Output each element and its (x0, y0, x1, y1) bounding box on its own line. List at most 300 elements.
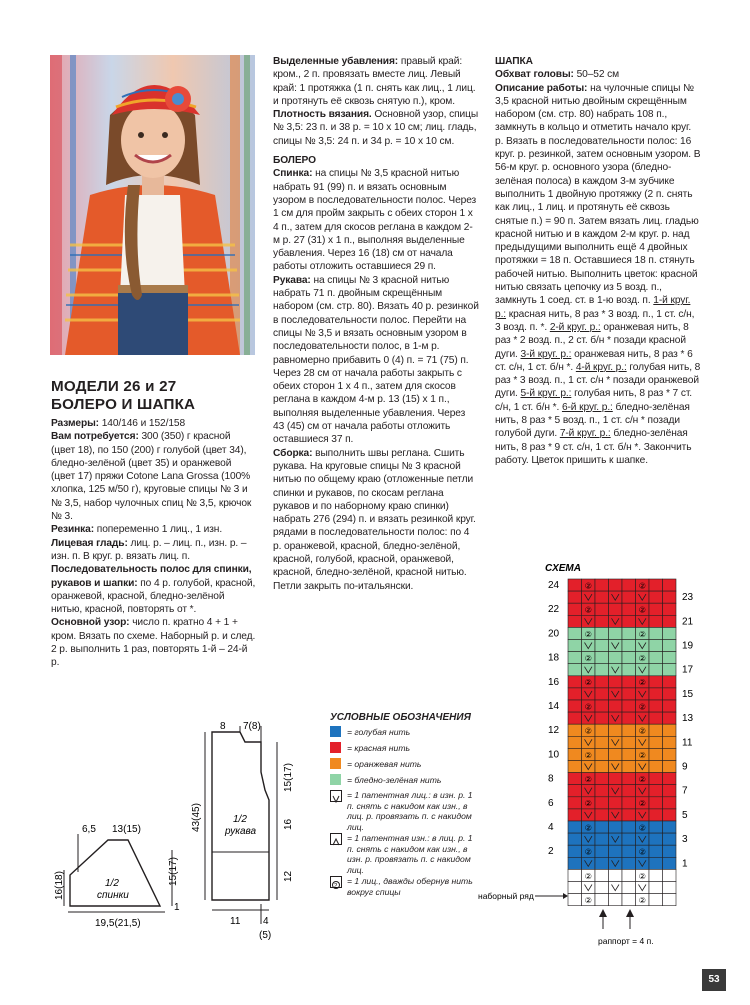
chart-row-number-left: 22 (548, 604, 560, 616)
chart-cell (622, 736, 636, 748)
chart-cell (582, 809, 596, 821)
repeat-left-arrow (599, 909, 607, 917)
legend-symbol-purl: = 1 патентная изн.: в лиц. р. 1 п. снять с накидом как изн., в изн. р. провязать п. с накидом лиц. (347, 833, 473, 875)
round7-label: 7-й круг. р.: (559, 428, 611, 440)
chart-cell (568, 797, 582, 809)
chart-cell (649, 603, 663, 615)
chart-cell (595, 652, 609, 664)
chart-cell (582, 736, 596, 748)
double-wrap-mark: ② (638, 847, 646, 857)
chart-cell (609, 785, 623, 797)
round6-label: 6-й круг. р.: (561, 401, 613, 413)
chart-cell (568, 664, 582, 676)
column-1 (51, 417, 257, 670)
chart-cell (622, 676, 636, 688)
chart-cell (649, 821, 663, 833)
knitting-chart (475, 555, 700, 955)
chart-cell (595, 773, 609, 785)
chart-cell (622, 785, 636, 797)
sleeve-dim-15-17: 15(17) (283, 763, 294, 792)
chart-cell (595, 579, 609, 591)
hat-heading: ШАПКА (495, 56, 533, 67)
chart-cell (636, 591, 650, 603)
chart-cell (622, 615, 636, 627)
chart-cell (663, 652, 677, 664)
double-wrap-mark: ② (584, 799, 592, 809)
chart-cell (568, 640, 582, 652)
back-dim-15-17: 15(17) (168, 857, 179, 886)
chart-cell (663, 761, 677, 773)
chart-cell (636, 785, 650, 797)
chart-cell (649, 676, 663, 688)
face-label: Лицевая гладь: (51, 537, 128, 549)
assembly-para (273, 447, 479, 593)
back-dim-19-5: 19,5(21,5) (95, 918, 141, 929)
chart-cell (609, 857, 623, 869)
chart-cell (663, 833, 677, 845)
chart-cell (622, 773, 636, 785)
round5-text: голубая нить, 8 раз * 7 ст. с/н, 1 ст. б/н *. (495, 388, 693, 413)
chart-cell (663, 615, 677, 627)
column-3 (495, 55, 701, 467)
chart-row-number-left: 2 (548, 846, 554, 858)
heading-line2: БОЛЕРО И ШАПКА (51, 396, 196, 413)
chart-cell (649, 579, 663, 591)
chart-cell (568, 688, 582, 700)
chart-cell (595, 785, 609, 797)
sleeve-dim-16: 16 (283, 818, 294, 830)
chart-cell (609, 724, 623, 736)
chart-cell (649, 773, 663, 785)
double-wrap-mark: ② (638, 702, 646, 712)
desc-label: Описание работы: (495, 82, 588, 94)
chart-cell (609, 603, 623, 615)
chart-cell (568, 736, 582, 748)
density-label: Плотность вязания. (273, 109, 372, 121)
chart-row-number-left: 10 (548, 749, 560, 761)
chart-cell (568, 809, 582, 821)
main-text: число п. кратно 4 + 1 + кром. Вязать по схеме. Наборный р. и след. 2 р. выполнить 1 раз, повторять 1-й – 24-й р. (51, 617, 256, 669)
chart-cell (622, 797, 636, 809)
double-wrap-mark: ② (584, 605, 592, 615)
sleeve-pattern-diagram (185, 712, 310, 947)
brioche-knit-icon (330, 790, 342, 802)
chart-cell (595, 894, 609, 906)
need-text: 300 (350) г красной (цвет 18), по 150 (200) г голубой (цвет 34), бледно-зелёной (цвет 35) и оранжевой (цвет 17) пряжи Cotone Lana Grossa (100% хлопка, 125 м/50 г), круговые спицы № 3 и № 3,5, набор чулочных спиц № 3,5, крючок № 3. (51, 431, 252, 523)
chart-cell (622, 640, 636, 652)
chart-cell (568, 761, 582, 773)
double-wrap-mark: ② (584, 847, 592, 857)
chart-cell (622, 700, 636, 712)
double-wrap-icon (330, 876, 342, 888)
sizes-label: Размеры: (51, 418, 99, 429)
need-label: Вам потребуется: (51, 431, 139, 443)
chart-cell (649, 869, 663, 881)
chart-cell (649, 833, 663, 845)
chart-cell (663, 773, 677, 785)
chart-row-number-left: 8 (548, 773, 554, 785)
chart-cell (595, 833, 609, 845)
girth-text: 50–52 см (573, 69, 620, 81)
chart-row-number-right: 9 (682, 761, 688, 773)
chart-cell (622, 869, 636, 881)
chart-cell (609, 712, 623, 724)
girth-label: Обхват головы: (495, 69, 574, 81)
double-wrap-mark: ② (584, 702, 592, 712)
double-wrap-mark: ② (638, 654, 646, 663)
density-para (273, 108, 479, 148)
chart-cell (649, 724, 663, 736)
chart-cell (663, 712, 677, 724)
chart-cell (568, 579, 582, 591)
chart-cell (649, 627, 663, 639)
photo-illustration (50, 55, 255, 355)
chart-cell (609, 627, 623, 639)
chart-cell (568, 869, 582, 881)
back-text: на спицы № 3,5 красной нитью набрать 91 (99) п. и вязать основным узором в последовательности полос. Через 1 см для пройм закрыть с обеих сторон 1 х 4 п., затем для скосов реглана в каждом 2-м р. 27 (31) х 1 п., выполняя выделенные убавления. Через 16 (18) см от начала работы отложить оставшиеся 29 п. (273, 168, 477, 273)
chart-cell (568, 821, 582, 833)
chart-row-number-right: 19 (682, 640, 694, 652)
chart-cell (663, 894, 677, 906)
back-dim-6-5: 6,5 (82, 824, 96, 835)
chart-cell (609, 591, 623, 603)
chart-cell (663, 603, 677, 615)
double-wrap-mark: ② (584, 629, 592, 639)
rib-label: Резинка: (51, 524, 95, 536)
sleeve-dim-11: 11 (230, 916, 241, 927)
sleeve-label: Рукава: (273, 274, 311, 286)
legend-red: = красная нить (347, 743, 410, 753)
chart-cell (568, 603, 582, 615)
double-wrap-mark: ② (584, 726, 592, 736)
chart-cell (663, 676, 677, 688)
chart-cell (663, 664, 677, 676)
double-wrap-mark: ② (584, 871, 592, 881)
chart-row-number-right: 15 (682, 688, 694, 700)
chart-row-number-right: 5 (682, 809, 688, 821)
chart-cell (609, 809, 623, 821)
chart-cell (609, 773, 623, 785)
chart-cell (636, 809, 650, 821)
chart-row-number-right: 7 (682, 785, 688, 797)
chart-cell (649, 845, 663, 857)
legend-green-swatch (330, 774, 341, 785)
back-label: Спинка: (273, 168, 313, 180)
chart-cell (568, 676, 582, 688)
chart-row-number-left: 18 (548, 652, 560, 664)
chart-cell (595, 724, 609, 736)
back-dim-13-15: 13(15) (112, 824, 141, 835)
chart-cell (649, 761, 663, 773)
chart-cell (568, 652, 582, 664)
chart-cell (595, 736, 609, 748)
chart-row-number-left: 16 (548, 676, 560, 688)
chart-cell (609, 664, 623, 676)
chart-cell (609, 869, 623, 881)
need-para (51, 430, 257, 523)
rib-text: попеременно 1 лиц., 1 изн. (94, 524, 223, 536)
double-wrap-mark: ② (638, 750, 646, 760)
chart-cell (595, 869, 609, 881)
chart-row-number-right: 11 (682, 737, 693, 749)
chart-cell (595, 748, 609, 760)
chart-row-number-right: 1 (682, 858, 688, 870)
seq-text: по 4 р. голубой, красной, оранжевой, красной, бледно-зелёной нитью, красной, повторять от *. (51, 577, 256, 616)
chart-cell (582, 664, 596, 676)
chart-cell (595, 640, 609, 652)
chart-cell (663, 845, 677, 857)
chart-cell (568, 894, 582, 906)
chart-cell (595, 603, 609, 615)
double-wrap-mark: ② (584, 750, 592, 760)
chart-cell (649, 785, 663, 797)
chart-cell (622, 712, 636, 724)
chart-cell (595, 712, 609, 724)
double-wrap-mark: ② (584, 654, 592, 663)
double-wrap-mark: ② (638, 581, 646, 591)
chart-cell (649, 857, 663, 869)
chart-cell (595, 591, 609, 603)
dec-label: Выделенные убавления: (273, 56, 399, 67)
chart-cell (568, 591, 582, 603)
chart-cell (595, 797, 609, 809)
chart-cell (636, 882, 650, 894)
column-2 (273, 55, 479, 593)
round3-text: оранжевая нить, 8 раз * 6 ст. с/н, 1 ст. б/н *. (495, 348, 693, 373)
chart-cell (622, 652, 636, 664)
legend-orange-swatch (330, 758, 341, 769)
sleeve-para (273, 274, 479, 447)
chart-cell (595, 627, 609, 639)
chart-cell (636, 664, 650, 676)
sleeve-dim-12: 12 (283, 870, 294, 882)
chart-cell (609, 797, 623, 809)
chart-cell (649, 712, 663, 724)
chart-row-number-right: 17 (682, 664, 694, 676)
back-dim-16-18: 16(18) (54, 871, 65, 900)
back-sub-label: спинки (97, 890, 129, 901)
chart-cell (595, 688, 609, 700)
desc-text: на чулочные спицы № 3,5 красной нитью двойным скрещённым набором (см. стр. 80) набрать 108 п., замкнуть в кольцо и отметить начало круг. р. Вязать в последовательности полос: 16 круг. р. резинкой, затем основным узором. В 56-м круг. р. основного узора (бледно-зелёная полоса) в каждом 3-м зубчике выполнить 1 двойную протяжку (2 п. снять как лиц., 1 лиц. и протянуть её сквозь снятые п.) = 90 п. Затем вязать лиц. гладью красной нитью и в каждом 2-м круг. р. над предыдущими выполнить ещё 4 двойных протяжки = 18 п. Оставшиеся 18 п. стянуть рабочей нитью. Выполнить цветок: красной нитью связать цепочку из 5 возд. п., замкнуть 1 соед. ст. в 1-ю возд. п. (495, 82, 701, 307)
chart-cell (609, 894, 623, 906)
double-wrap-mark: ② (584, 775, 592, 784)
chart-row-number-right: 21 (682, 616, 694, 628)
chart-row-number-left: 12 (548, 725, 560, 737)
girth-para (495, 68, 701, 81)
chart-cell (595, 615, 609, 627)
round2-label: 2-й круг. р.: (549, 321, 601, 333)
legend-symbol-knit: = 1 патентная лиц.: в изн. р. 1 п. снять с накидом как изн., в лиц. р. провязать п. с накидом лиц. (347, 790, 473, 832)
chart-cell (636, 688, 650, 700)
legend-blue-swatch (330, 726, 341, 737)
double-wrap-mark: ② (584, 823, 592, 833)
chart-cell (582, 785, 596, 797)
chart-cell (609, 821, 623, 833)
chart-cell (649, 664, 663, 676)
chart-cell (595, 882, 609, 894)
chart-cell (636, 761, 650, 773)
chart-cell (622, 833, 636, 845)
chart-cell (622, 894, 636, 906)
chart-cell (595, 761, 609, 773)
chart-row-number-left: 20 (548, 628, 560, 640)
chart-cell (649, 615, 663, 627)
chart-cell (622, 821, 636, 833)
chart-row-number-left: 4 (548, 822, 554, 833)
chart-cell (649, 882, 663, 894)
double-wrap-mark: ② (638, 726, 646, 736)
round7-text: бледно-зелёная нить, 8 раз * 9 ст. с/н, 1 ст. б/н *. Закончить работу. Цветок пришить к шапке. (495, 428, 692, 466)
chart-cell (649, 809, 663, 821)
chart-row-number-left: 24 (548, 580, 560, 591)
chart-cell (663, 640, 677, 652)
chart-cell (663, 869, 677, 881)
chart-cell (622, 579, 636, 591)
legend-symbol-double-wrap: = 1 лиц., дважды обернув нить вокруг спицы (347, 876, 473, 897)
chart-cell (609, 748, 623, 760)
chart-cell (622, 603, 636, 615)
chart-cell (595, 857, 609, 869)
chart-cell (582, 640, 596, 652)
dec-text: правый край: кром., 2 п. провязать вместе лиц. Левый край: 1 протяжка (1 п. снять как лиц., 1 лиц. и протянуть её сквозь снятую п.), кром. (273, 56, 476, 107)
chart-cell (663, 785, 677, 797)
chart-cell (649, 688, 663, 700)
chart-cell (622, 591, 636, 603)
legend-title: УСЛОВНЫЕ ОБОЗНАЧЕНИЯ (330, 712, 471, 723)
back-para (273, 167, 479, 273)
chart-cell (663, 700, 677, 712)
chart-cell (649, 894, 663, 906)
chart-cell (568, 615, 582, 627)
chart-cell (649, 640, 663, 652)
chart-cell (609, 736, 623, 748)
chart-cell (568, 773, 582, 785)
sleeve-half-label: 1/2 (233, 814, 247, 825)
chart-cell (649, 736, 663, 748)
model-photo (50, 55, 255, 355)
chart-cell (568, 833, 582, 845)
chart-cell (582, 591, 596, 603)
chart-cell (582, 857, 596, 869)
chart-cell (649, 652, 663, 664)
legend-orange: = оранжевая нить (347, 759, 422, 769)
chart-cell (595, 700, 609, 712)
chart-cell (663, 809, 677, 821)
round4-text: голубая нить, 8 раз * 3 возд. п., 1 ст. с/н * позади оранжевой дуги. (495, 361, 701, 400)
round3-label: 3-й круг. р.: (520, 348, 572, 360)
chart-cell (622, 845, 636, 857)
seq-label: Последовательность полос для спинки, рукавов и шапки: (51, 564, 252, 589)
chart-row-number-right: 23 (682, 592, 694, 604)
chart-cell (636, 833, 650, 845)
sleeve-dim-4: 4 (263, 916, 269, 927)
chart-cell (622, 761, 636, 773)
double-wrap-mark: ② (638, 823, 646, 833)
chart-cell (649, 748, 663, 760)
back-pattern-diagram (50, 820, 180, 935)
chart-cell (622, 664, 636, 676)
round1-label: 1-й круг. р.: (495, 295, 691, 320)
double-wrap-mark: ② (638, 678, 646, 688)
chart-cell (582, 615, 596, 627)
chart-cell (663, 688, 677, 700)
rib-para (51, 523, 257, 536)
chart-cell (595, 809, 609, 821)
face-para (51, 537, 257, 564)
double-wrap-mark: ② (638, 629, 646, 639)
cast-on-label: наборный ряд (478, 891, 534, 901)
heading-line1: МОДЕЛИ 26 и 27 (51, 378, 177, 395)
chart-cell (609, 688, 623, 700)
chart-cell (609, 640, 623, 652)
legend-red-swatch (330, 742, 341, 753)
dec-para (273, 55, 479, 108)
main-label: Основной узор: (51, 617, 130, 629)
chart-cell (622, 809, 636, 821)
sleeve-sub-label: рукава (225, 826, 257, 837)
sizes-para (51, 417, 257, 430)
round2-text: оранжевая нить, 8 раз * 2 возд. п., 2 ст. б/н * позади красной дуги. (495, 321, 689, 360)
round5-label: 5-й круг. р.: (520, 388, 572, 400)
chart-cell (568, 627, 582, 639)
chart-cell (622, 627, 636, 639)
repeat-right-arrow (626, 909, 634, 917)
chart-cell (568, 882, 582, 894)
chart-cell (595, 664, 609, 676)
chart-cell (568, 700, 582, 712)
cast-on-arrowhead (563, 893, 568, 899)
chart-cell (636, 736, 650, 748)
chart-cell (649, 591, 663, 603)
chart-cell (622, 857, 636, 869)
chart-cell (663, 736, 677, 748)
chart-cell (636, 640, 650, 652)
chart-cell (568, 785, 582, 797)
chart-row-number-right: 3 (682, 834, 688, 846)
chart-cell (609, 882, 623, 894)
chart-cell (609, 676, 623, 688)
chart-cell (622, 724, 636, 736)
chart-cell (582, 761, 596, 773)
repeat-label: раппорт = 4 п. (598, 936, 654, 946)
double-wrap-mark: ② (638, 799, 646, 809)
chart-cell (649, 700, 663, 712)
chart-cell (568, 724, 582, 736)
hat-desc-para (495, 82, 701, 468)
sleeve-dim-8: 8 (220, 721, 226, 732)
chart-cell (609, 833, 623, 845)
double-wrap-mark: ② (638, 871, 646, 881)
round6-text: бледно-зелёная нить, 8 раз * 5 возд. п., 1 ст. с/н * позади голубой дуги. (495, 401, 690, 440)
chart-cell (663, 591, 677, 603)
sleeve-dim-5: (5) (259, 930, 272, 941)
chart-cell (568, 857, 582, 869)
chart-cell (609, 761, 623, 773)
chart-cell (636, 712, 650, 724)
face-text: лиц. р. – лиц. п., изн. р. – изн. п. В круг. р. вязать лиц. п. (51, 537, 247, 562)
chart-row-number-left: 6 (548, 797, 554, 809)
chart-cell (582, 882, 596, 894)
back-half-label: 1/2 (105, 878, 119, 889)
chart-cell (663, 724, 677, 736)
chart-cell (595, 676, 609, 688)
double-wrap-mark: ② (638, 605, 646, 615)
chart-title: СХЕМА (545, 563, 581, 574)
chart-cell (663, 821, 677, 833)
round1-text: красная нить, 8 раз * 3 возд. п., 1 ст. с/н, 3 возд. п. *. (495, 308, 695, 333)
chart-cell (609, 615, 623, 627)
chart-cell (609, 845, 623, 857)
